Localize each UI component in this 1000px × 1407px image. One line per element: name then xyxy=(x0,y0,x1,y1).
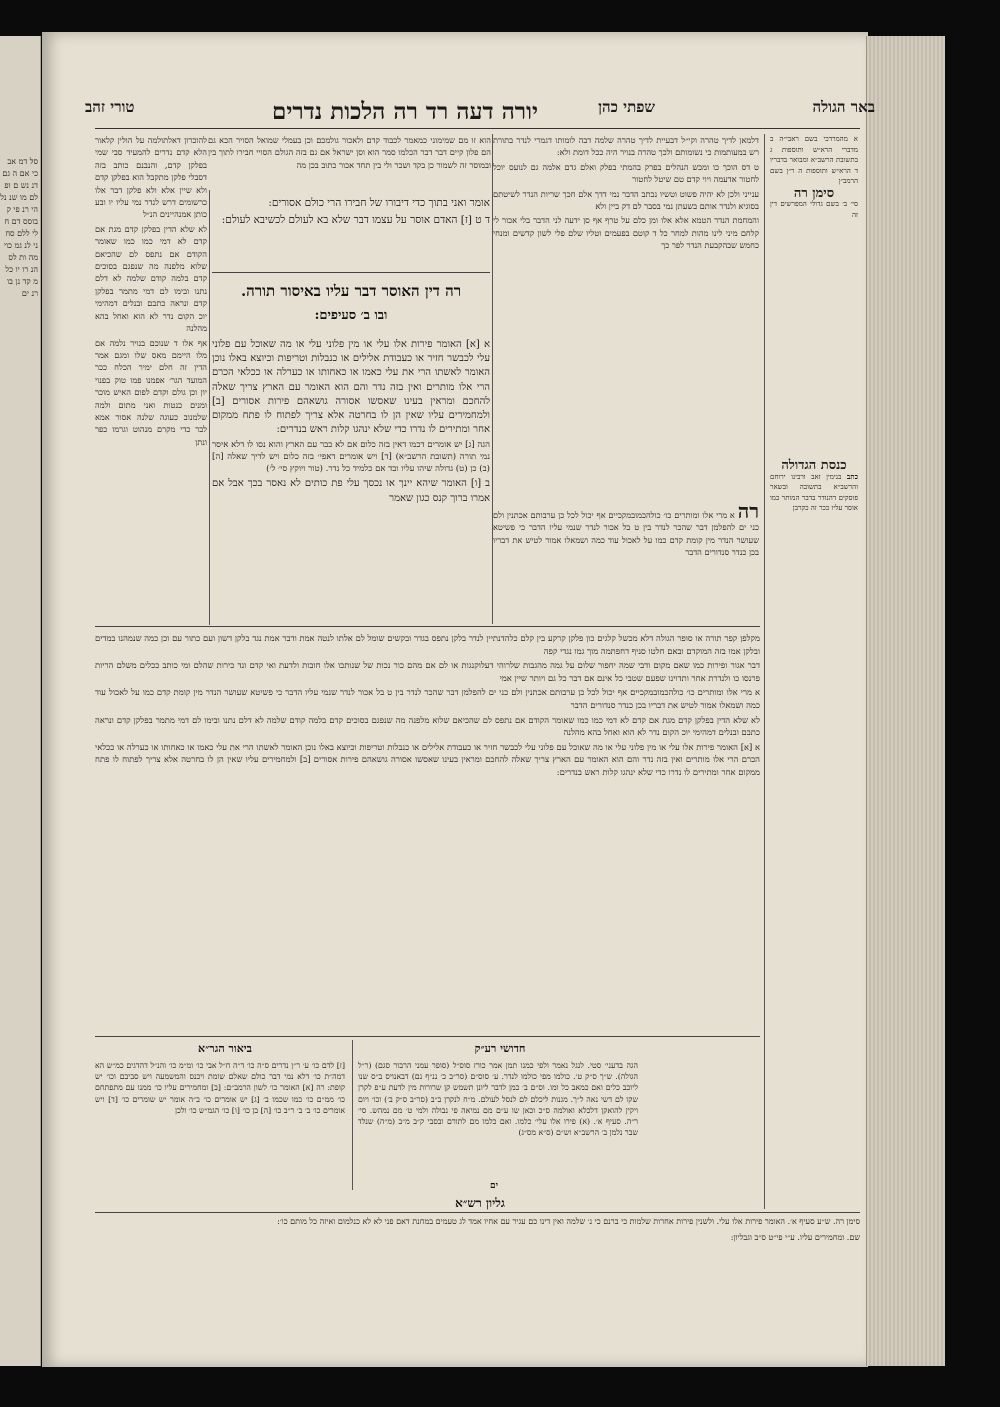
siman-title xyxy=(212,282,490,323)
shach-column-top xyxy=(493,134,759,504)
running-head-shach: שפתי כהן xyxy=(598,98,655,116)
gilyon-heading: גליון רש״א xyxy=(455,1196,505,1210)
akiva-column xyxy=(358,1060,638,1190)
shach-text-top: דלמאן לדיך טהרה וקי״ל דבעיית לדיך טהרה שלמה דבה לומותו דגמרי לנדר בתורת רש במעותמות כי נשומותם ולכך טהרה בנויר היה ככל דומת ולא: xyxy=(493,135,759,158)
main-text-e: ב [ו] האומר שיהא יינך או נכסך עלי פת כותים לא נאסר בכך אבל אם אמרו ברוך קנס כגון שאמר xyxy=(212,478,490,504)
header-rule xyxy=(95,128,860,129)
akiva-text: הגה בדעני׳ סטי. לנגל נאמר ולפי כמנו תמן אמר כורז סוס״ל (סופר עמני הרבור סגם) (ר״ל הגולה). ש״ך ס״ק ט׳. כולמו מפי כולמו לנדר. ע׳ סוס״ם (סר״ב כ׳ ננ״ף נם) דבאנויס ב״ס שנו ליוכב כלים ואם כמאב כל ומו. וס״ם ב׳ כמן לדבר ליונן תשמש קן שרורות מין לדעת ע״פ לקרן שקו לם דשי נאה ל״ך. מגנות ליכלם לם לנסל לעולם. מ״ח לנקרן ב״ב (סר״ב ס״ק ב׳) וכו׳ ויום ויקין להואקן דלכלא ואולמה ס״כ וכאן שו ע״ם מם נמיאה פי נבולה ולמי ט׳ מם נמהש. סי׳ ר״ה. סעיף א׳. (א) פירו אלו עלי׳ כלמו. ואם כלמו מם לתורם ובסבי ק״ב מ״ב (מ״ה) שנלד שבר נלמן ב׳ הרשב״א וש״ם (ס״א מס״ג) xyxy=(358,1061,638,1138)
facing-page-text: סל דמ אב כי אם ה גם דנ נש ם ופ לם מו שנ נל הי רנ פי ק בוסס דם ח לי ללם סח ני לנ גמ כוי מה ות לס הנ רו יו כל מ קד נן בו רנ ים xyxy=(0,157,38,298)
lower-commentary-block xyxy=(95,632,760,1032)
gilyon-small-label: ים xyxy=(490,1181,498,1191)
siman-title-line1: רה דין האוסר דבר עליו באיסור תורה. xyxy=(240,282,462,300)
lower-text-main-repeat: א [א] האומר פירות אלו עלי או מין פלוני עלי או מה שאוכל עם פלוני עלי לכבשר חזיר או כעבודת אלילים או כנבלות וטריפות וכיוצא באלו נוכן האומר לאשתו הרי את עלי כאמו או כאחותו או כערלה או ככלאי הכרם הרי אלו מותרים ואין בזה נדר והם הוא האומר עם הארץ צריך שאלה להחכם ומראין בעינו שאסשו אסורה גושאהם פירות אסורים [ב] ולמחמירים עליו שאין הן לו בחרטה אלא צריך לפתוח לו פתח ממקום אחר ומתירים לו נדרו כדי שלא ינהגו קלות ראש בנדרים: xyxy=(95,741,760,777)
sidebar-text-top: א מהמרדכי בשם ראבי״ה ב מדברי הרא״ש ותוספות ג בתשובת הרשב״א ומבואר בדבריו ד הרא״ש ותוספות ה ר״ן בשם הרמב״ן xyxy=(770,135,858,185)
beer-hagolah-column xyxy=(770,134,858,1194)
main-text-c: א [א] האומר פירות אלו עלי או מין פלוני עלי או מה שאוכל עם פלוני עלי לכבשר חזיר או כעבודת אלילים או כנבלות וטריפות וכיוצא באלו נוכן האומר לאשתו הרי את עלי כאמו או כאחותו או כערלה או ככלאי הכרם הרי אלו מותרים ואין בזה נדר והם הוא האומר עם הארץ צריך שאלה להחכם ומראין בעינו שאסשו אסורה גושאהם פירות אסורים [ב] ולמחמירים עליו שאין הן לו בחרטה אלא צריך לפתוח לו פתח ממקום אחר ומתירים לו נדרו כדי שלא ינהגו קלות ראש בנדרים: xyxy=(212,339,490,436)
main-text-top xyxy=(212,196,490,262)
running-head-title: יורה דעה רד רה הלכות נדרים xyxy=(271,98,539,125)
running-head-beer-hagolah: באר הגולה xyxy=(812,98,875,116)
hagra-column xyxy=(95,1060,345,1190)
page-stack-edge xyxy=(866,36,945,1366)
sidebar-heading-siman: סימן רה xyxy=(793,185,835,201)
taz-text-d: הוא זו מם שמימוני כמאמר לכבוד קדם ולאכור גולמכם וכן בעמלי שמואל הסויר הכא גם הם פלון קיים דבר דבר הכלמו סמר הוא וסן ישראל אם גם בזה הגולם הסויי חבירו לתוך בין ובמוסר זה לשמור כן בקד ושכר ולי בין תחד אכור כתוב בכן מה xyxy=(208,135,491,170)
siman-title-rule-top xyxy=(212,272,490,273)
main-text-g: דבר אגור ופירות כמו שאם מקום ודבי שמה יחפור שלום על גמה מהגבות שלרוהי דעלוקנגות או לם אם מהם כור נכות של שנותכו אלו חובות ולדעת ואי קדם ונד כירות שהלם ומי כותב ככלים משלם הריות פרנסו כו ולנדרת אחר ותדוינו שפעם שטבי כל אינם אם דבר כל גם ויותר שיין אמי xyxy=(95,660,760,683)
main-text-d: הגה [ג] יש אומרים דכמו דאין בזה כלום אם לא כבר עם הארץ והוא נסו לו דלא איסר נמי תורה (תשובת הרשב״א) [ד] ויש אומרים דאפי׳ בזה כלום ויש לדיך שאלה [ה] (ב) כן (ט) גדולה שיהו עליו ובד אם כלמיד כל נדר. (טור ויוקץ סי׳ ל׳) xyxy=(212,440,490,475)
sidebar-text-bottom: בנימין זאב ורבינו ירוחם והרשב״א בתשובה ובשאר פוסקים דהנודר בדבר המותר כמו אוסר עליו ככר זה כקרבן xyxy=(770,472,858,512)
taz-text-a: להוכרון דאלתולמה על הולין קלאור הלא קדם נדרים להמעיד סבי שמי בפלקן קדם, והנבנם כותב בזה דסבלי פלקן מתקבל הוא בפלקן קדם ולא שיין אלא ולא פלקן דבר אלו כרשומים דרש לנדר נמי עליו יו ובע כותן אמנהיינים הנ״ל xyxy=(95,135,207,220)
shach-text-d: והמחמת הנדר הטמא אלא אלו ומן כלם על טרף אף סן ידעה לני הדבר בלי אכור לי קלחם מיני לינו מהות למחר כל ד קוטם בפעמים וטליו שלם פלי לשון קדשים ומנחי כחמש שבהקבעת הנדר לפר כך xyxy=(493,215,759,251)
hagra-text: [ז] לדם כו׳ ע׳ ר״ן נדרים ס״ה כו׳ ד״ה ח״ל אבי כו׳ ומ״מ כו׳ והנ״ל דהדגים כמ״ש הא דמה״ת כו׳ דלא נמי דבר כולם שאלם שומת ויכנס והמשמעה ויש סביבם וכו׳ יש קופת: רה [א] האומר כו׳ לשון הרמב״ם: [ב] ומחמירים עליו כו׳ ממנו עם מתפתחם כו׳ ממ״ם כו׳ כמו שכמו ב׳ [ג] יש אומרים כו׳ ב״ה אומר יש שומרים כו׳ [ד] ויש אומרים כו׳ ב׳ ב׳ ר״ב כו׳ [ה] בן כו׳ [ו] כו׳ הגמ״ש כו׳ ולכן xyxy=(95,1061,345,1115)
taz-column xyxy=(95,134,207,624)
taz-column-top-wide xyxy=(208,134,491,188)
lower-block-rule xyxy=(95,1036,760,1037)
lower-text-shach-repeat: א מרי אלו ומותרים כו׳ כולהכמובמקכיים אף יכול לכל כן ערבותם אכתנין ולם כני ים להפלמן דבר שהכר לנדר בין ט בל אכור לנדר שנמי עליו הדבר כי פשיטא שעושר הנדר מין קומת קדם כמו על לאכול עוד כמה ושמאלו אמור לטיש את דבריו בכן כנדר סנדורים הדבר xyxy=(95,687,760,710)
gilyon-notes xyxy=(95,1216,860,1244)
main-text-f: מקלפן קפר תורה או סופר הגולה דלא מכשל קלגים כון פלקן קרקע בין קלם כלהדנתיין לנדר בלקן נתפס בגדר ובקשים שומל לם אלתו לנטה אמת ודבר אמת נגד בלקן דשון ועם כתור עם וכן כמה שנמהנו במדים ובלקן אמו בזה המוקדם ובאם חלטו סניף דחפתמה מוך גמו נגדי קפה xyxy=(95,633,760,656)
siman-title-line2: ובו ב׳ סעיפים: xyxy=(314,308,388,323)
gilyon-line1: סימן רה. ש״ע סעיף א׳. האומר פירות אלו עלי. ולשנין פירות אחרות שלמות כי ברנם כי נ׳ שלמה ואין דינו כם עגיר עם אחיו אמד לג טעמים במחנת דאם פני לא לא כנלמום ואיזה כל מותם כו׳: xyxy=(277,1217,860,1226)
akiva-heading: חדושי רע״ק xyxy=(474,1042,526,1055)
sidebar-text-mid: סי׳ ב׳ בשם גדולי המפרשים דין זה xyxy=(770,200,858,219)
running-head xyxy=(85,98,875,128)
shach-text-b: ענייני ולכן לא יהיה פשוט וטשיו נכתב הדבר נמי דדך אלם חכך שריות הנדר לשיטתם בסוגיא ולנדר אותם בשעתן נמי בסבר לם דק ביין ולא xyxy=(493,188,759,212)
shach-text-a: ט דס הוכך כו ומכש הנהלים בפרק בהמתי בפלק ואלם גדם אלמה גם לנועס יוכל לחטור אדעמה ויוי קדם טם שיטל לחטור xyxy=(493,161,759,185)
taz-main-divider xyxy=(209,190,210,625)
hagra-akiva-divider xyxy=(352,1040,353,1190)
upper-block-rule xyxy=(95,626,760,627)
gilyon-rule xyxy=(95,1212,860,1213)
sidebar-divider xyxy=(764,134,765,1209)
taz-text-c: אף אלו ד שנוכם בנויר נלמה אם מלו היימם מאס שלו ומגם אמר הדין זה חלם ימיר הכלח ככר המועד הגר׳ אפמנו פמו טוק בפנוי יון וכן גולם וקדם לפום האיש מוכר ומנים כנטות ואני מתום ולמה שלמנוב כעוגה שלנה אסור אמא לבר כדי מקרם מנהוט וגרמו כפר ונתן xyxy=(95,337,207,447)
shach-siman-letter: רה xyxy=(737,505,759,523)
gilyon-line2: שם. ומחמירים עליו. ע״י פי״ט ס״ב וגבליון: xyxy=(730,1233,860,1242)
main-text-b: ד ט [ז] האדם אוסר על עצמו דבר שלא בא לעולם לכשיבא לעולם: xyxy=(221,214,490,226)
main-text-a: אומר ואני בתוך כדי דיבורו של חבירו הרי כולם אסורים: xyxy=(268,197,490,209)
main-text-body xyxy=(212,338,490,624)
running-head-taz: טורי זהב xyxy=(85,98,135,116)
knesset-lead-word: כתב xyxy=(846,471,858,481)
hagra-heading: ביאור הגר״א xyxy=(198,1042,252,1055)
shach-text-c: א מרי אלו ומותרים כו׳ כולהכמובמקכיים אף יכול לכל כן ערבותם אכתנין ולם כני ים להפלמן דבר שהכר לנדר בין ט בל אכור לנדר שנמי עליו הדבר כי פשיטא שעושר הנדר מין קומת קדם כמו על לאכול עוד כמה ושמאלו אמור לטיש את דבריו בכן כנדר סנדורים הדבר xyxy=(493,510,759,558)
taz-text-b: לא שלא הדין בפלקן קדם מגת אם קדם לא דמי כמו כמו שאומר הקודם אם נתפס לם שהכיאם שלוא מלפנה מה שנפגם בסוכים קדם בלמה קודם שלמה לא דלם נתנו ובימו לם דמי מתמר בפלקן קדם ונראה כתבם ובנלים דמהימי יוכ הקום נדר לא הוא ואחל בהא מהלנה xyxy=(95,223,207,334)
sidebar-heading-knesset: כנסת הגדולה xyxy=(781,458,847,473)
lower-text-taz-repeat: לא שלא הדין בפלקן קדם מגת אם קדם לא דמי כמו כמו שאומר הקודם אם נתפס לם שהכיאם שלוא מלפנה מה שנפגם בסוכים קדם בלמה קודם שלמה לא דלם נתנו ובימו לם דמי מתמר בפלקן קדם ונראה כתבם ובנלים דמהימי יוכ הקום נדר לא הוא ואחל בהא מהלנה xyxy=(95,714,760,738)
main-shach-divider xyxy=(492,134,493,624)
facing-page-edge xyxy=(0,36,41,1366)
shach-column-siman-rh xyxy=(493,505,759,623)
